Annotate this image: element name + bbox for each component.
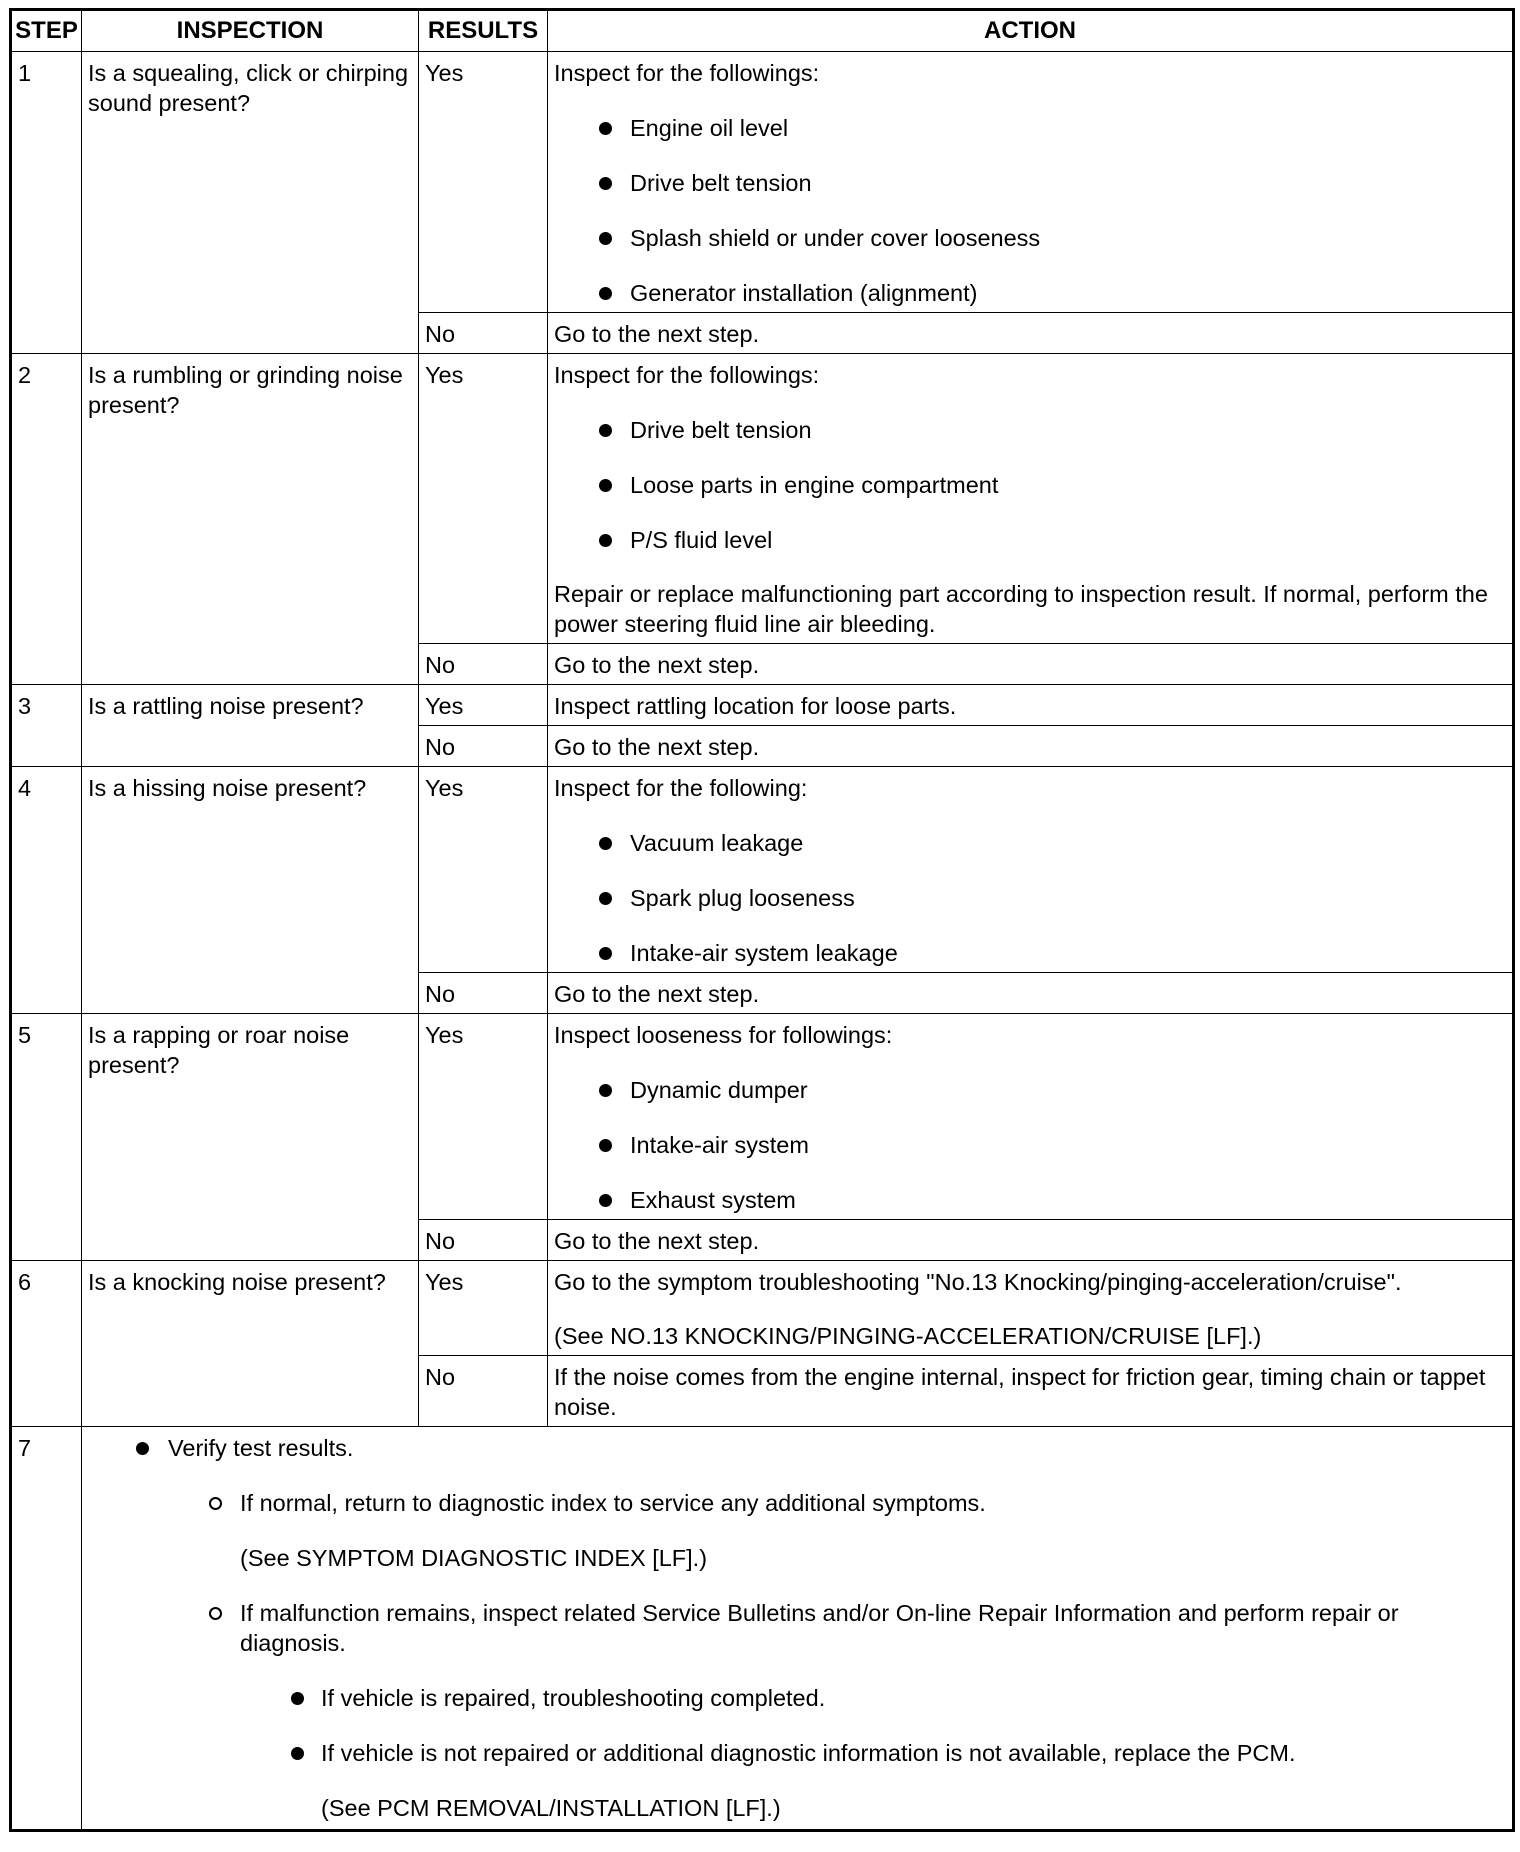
action-yes: Inspect rattling location for loose parts. bbox=[548, 685, 1514, 726]
list-item: Intake-air system bbox=[554, 1130, 1508, 1160]
action-no: Go to the next step. bbox=[548, 644, 1514, 685]
reference-link: (See NO.13 KNOCKING/PINGING-ACCELERATION/CRUISE [LF].) bbox=[554, 1323, 1262, 1349]
list-item: Vacuum leakage bbox=[554, 828, 1508, 858]
step-number: 7 bbox=[11, 1427, 82, 1831]
step-number: 3 bbox=[11, 685, 82, 767]
step-number: 6 bbox=[11, 1261, 82, 1427]
action-no: If the noise comes from the engine internal, inspect for friction gear, timing chain or tappet noise. bbox=[548, 1356, 1514, 1427]
list-item: Drive belt tension bbox=[554, 415, 1508, 445]
list-item: Drive belt tension bbox=[554, 168, 1508, 198]
action-no: Go to the next step. bbox=[548, 973, 1514, 1014]
normal-item: If normal, return to diagnostic index to service any additional symptoms. bbox=[88, 1488, 1508, 1518]
result-yes: Yes bbox=[419, 1014, 548, 1220]
result-no: No bbox=[419, 313, 548, 354]
inspection-question: Is a rapping or roar noise present? bbox=[82, 1014, 419, 1261]
action-yes bbox=[548, 52, 1514, 313]
reference-link: (See SYMPTOM DIAGNOSTIC INDEX [LF].) bbox=[240, 1545, 708, 1571]
bullet-list bbox=[554, 828, 1508, 968]
list-item: Spark plug looseness bbox=[554, 883, 1508, 913]
list-item: Exhaust system bbox=[554, 1185, 1508, 1215]
result-yes: Yes bbox=[419, 767, 548, 973]
result-yes: Yes bbox=[419, 354, 548, 644]
diagnostic-table bbox=[9, 8, 1515, 1832]
action-intro: Inspect for the followings: bbox=[554, 362, 820, 388]
inspection-question: Is a hissing noise present? bbox=[82, 767, 419, 1014]
table-row bbox=[11, 1014, 1514, 1220]
list-item: P/S fluid level bbox=[554, 525, 1508, 555]
result-yes: Yes bbox=[419, 1261, 548, 1356]
header-row bbox=[11, 10, 1514, 52]
list-item: Intake-air system leakage bbox=[554, 938, 1508, 968]
header-step: STEP bbox=[11, 10, 82, 52]
action-yes bbox=[548, 1261, 1514, 1356]
table-row bbox=[11, 354, 1514, 644]
action-intro: Inspect for the followings: bbox=[554, 60, 820, 86]
table-row bbox=[11, 767, 1514, 973]
result-yes: Yes bbox=[419, 685, 548, 726]
list-item: Generator installation (alignment) bbox=[554, 278, 1508, 308]
header-results: RESULTS bbox=[419, 10, 548, 52]
header-action: ACTION bbox=[548, 10, 1514, 52]
bullet-list bbox=[554, 1075, 1508, 1215]
action-intro: Inspect looseness for followings: bbox=[554, 1022, 893, 1048]
action-yes bbox=[548, 354, 1514, 644]
result-no: No bbox=[419, 973, 548, 1014]
result-no: No bbox=[419, 726, 548, 767]
verify-item: Verify test results. bbox=[88, 1433, 1508, 1463]
malfunction-item: If malfunction remains, inspect related Service Bulletins and/or On-line Repair Information and perform repair or diagnosis. bbox=[88, 1598, 1508, 1658]
not-repaired-item: If vehicle is not repaired or additional diagnostic information is not available, replace the PCM. bbox=[88, 1738, 1508, 1768]
action-intro: Inspect for the following: bbox=[554, 775, 808, 801]
list-item: Splash shield or under cover looseness bbox=[554, 223, 1508, 253]
step-number: 1 bbox=[11, 52, 82, 354]
inspection-question: Is a squealing, click or chirping sound present? bbox=[82, 52, 419, 354]
inspection-question: Is a rattling noise present? bbox=[82, 685, 419, 767]
result-no: No bbox=[419, 1220, 548, 1261]
inspection-question: Is a rumbling or grinding noise present? bbox=[82, 354, 419, 685]
step-number: 5 bbox=[11, 1014, 82, 1261]
action-yes bbox=[548, 767, 1514, 973]
result-no: No bbox=[419, 1356, 548, 1427]
step-number: 2 bbox=[11, 354, 82, 685]
result-yes: Yes bbox=[419, 52, 548, 313]
list-item: Dynamic dumper bbox=[554, 1075, 1508, 1105]
step-number: 4 bbox=[11, 767, 82, 1014]
result-no: No bbox=[419, 644, 548, 685]
bullet-list bbox=[554, 113, 1508, 308]
final-step-content bbox=[82, 1427, 1514, 1831]
action-text: Go to the symptom troubleshooting "No.13 Knocking/pinging-acceleration/cruise". bbox=[554, 1269, 1402, 1295]
repaired-item: If vehicle is repaired, troubleshooting completed. bbox=[88, 1683, 1508, 1713]
header-inspection: INSPECTION bbox=[82, 10, 419, 52]
inspection-question: Is a knocking noise present? bbox=[82, 1261, 419, 1427]
action-no: Go to the next step. bbox=[548, 313, 1514, 354]
table-row bbox=[11, 52, 1514, 313]
list-item: Engine oil level bbox=[554, 113, 1508, 143]
table-row bbox=[11, 1427, 1514, 1831]
action-no: Go to the next step. bbox=[548, 726, 1514, 767]
list-item: Loose parts in engine compartment bbox=[554, 470, 1508, 500]
table-row bbox=[11, 1261, 1514, 1356]
bullet-list bbox=[554, 415, 1508, 555]
action-note: Repair or replace malfunctioning part according to inspection result. If normal, perform the power steering fluid line air bleeding. bbox=[554, 581, 1488, 637]
table-row bbox=[11, 685, 1514, 726]
reference-link: (See PCM REMOVAL/INSTALLATION [LF].) bbox=[321, 1795, 781, 1821]
action-yes bbox=[548, 1014, 1514, 1220]
action-no: Go to the next step. bbox=[548, 1220, 1514, 1261]
